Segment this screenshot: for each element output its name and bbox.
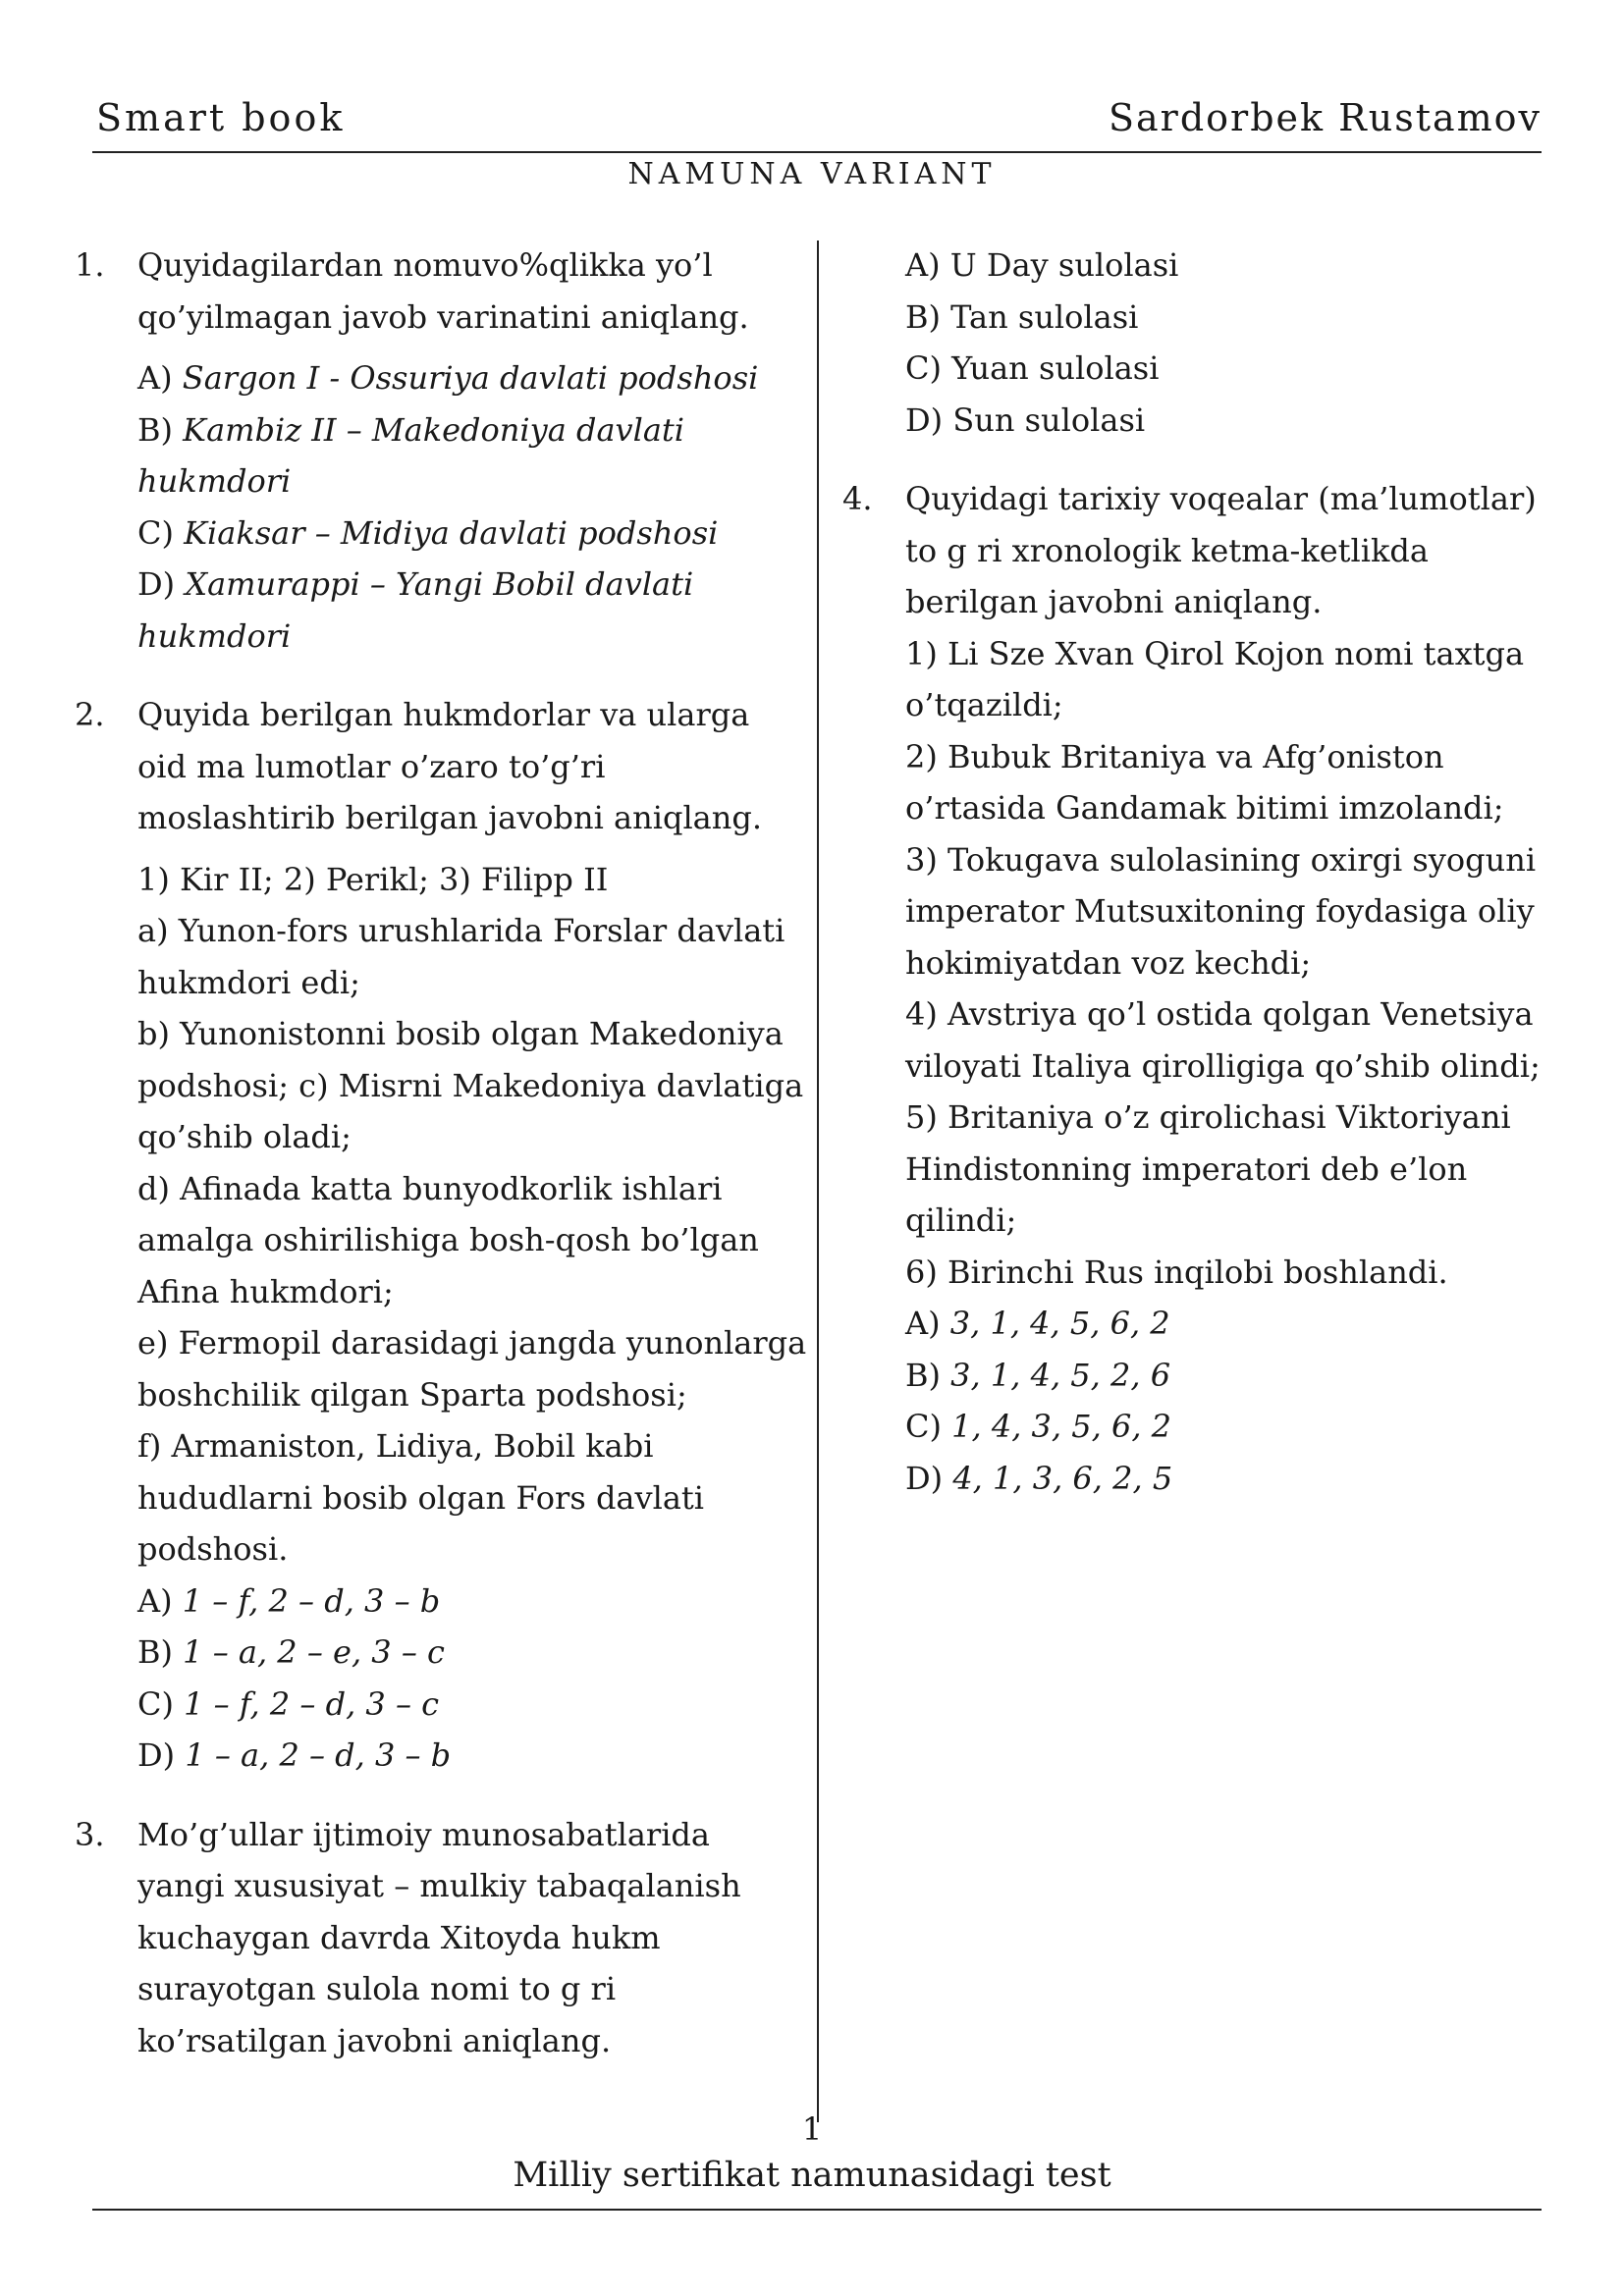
question-text: Quyidagilardan nomuvo%qlikka yo’l — [137, 246, 713, 284]
option-a: A) 1 – f, 2 – d, 3 – b — [137, 1581, 441, 1620]
event-line: Hindistonning imperatori deb e’lon — [905, 1149, 1468, 1188]
event-line: 4) Avstriya qo’l ostida qolgan Venetsiya — [905, 995, 1534, 1033]
page-number: 1 — [801, 2110, 823, 2148]
option-a: A) 3, 1, 4, 5, 6, 2 — [905, 1305, 1170, 1342]
left-column — [75, 240, 807, 2066]
event-line: o’rtasida Gandamak bitimi imzolandi; — [905, 789, 1504, 827]
event-line: o’tqazildi; — [905, 686, 1063, 723]
event-line: viloyati Italiya qirolligiga qo’shib olindi; — [905, 1046, 1541, 1085]
question-text: Quyidagi tarixiy voqealar (ma’lumotlar) — [905, 480, 1537, 517]
question-text: Quyida berilgan hukmdorlar va ularga — [137, 696, 750, 733]
question-text: qo’yilmagan javob varinatini aniqlang. — [137, 297, 749, 336]
matching-line: podshosi. — [137, 1530, 289, 1568]
matching-line: hukmdori edi; — [137, 963, 360, 1001]
question-text: to g ri xronologik ketma-ketlikda — [905, 531, 1429, 569]
column-divider — [817, 240, 819, 2122]
option-c: C) 1, 4, 3, 5, 6, 2 — [905, 1408, 1172, 1445]
option-d: D) Xamurappi – Yangi Bobil davlati — [137, 565, 694, 603]
question-4 — [842, 473, 1541, 1504]
right-column — [842, 240, 1541, 1504]
matching-line: hududlarni bosib olgan Fors davlati — [137, 1478, 704, 1517]
event-line: imperator Mutsuxitoning foydasiga oliy — [905, 892, 1535, 930]
option-c: C) Kiaksar – Midiya davlati podshosi — [137, 513, 719, 552]
matching-line: a) Yunon-fors urushlarida Forslar davlati — [137, 912, 785, 949]
option-b: B) 1 – a, 2 – e, 3 – c — [137, 1633, 445, 1671]
question-number: 1. — [75, 246, 105, 284]
question-text: surayotgan sulola nomi to g ri — [137, 1970, 617, 2007]
option-d: D) 1 – a, 2 – d, 3 – b — [137, 1736, 452, 1774]
event-line: 2) Bubuk Britaniya va Afg’oniston — [905, 737, 1444, 775]
header-left: Smart book — [96, 96, 346, 139]
option-c: C) 1 – f, 2 – d, 3 – c — [137, 1684, 440, 1723]
question-2 — [75, 689, 807, 1782]
question-text: oid ma lumotlar o’zaro to’g’ri — [137, 747, 606, 785]
footer-divider — [92, 2209, 1542, 2211]
option-b: B) 3, 1, 4, 5, 2, 6 — [905, 1356, 1171, 1394]
matching-line: 1) Kir II; 2) Perikl; 3) Filipp II — [137, 860, 609, 898]
event-line: qilindi; — [905, 1201, 1017, 1239]
option-b-continued: hukmdori — [137, 462, 292, 500]
question-text: kuchaygan davrda Xitoyda hukm — [137, 1918, 661, 1956]
option-d-continued: hukmdori — [137, 616, 292, 655]
event-line: 6) Birinchi Rus inqilobi boshlandi. — [905, 1253, 1448, 1291]
matching-line: amalga oshirilishiga bosh-qosh bo’lgan — [137, 1221, 759, 1258]
header-right: Sardorbek Rustamov — [1108, 96, 1542, 139]
event-line: hokimiyatdan voz kechdi; — [905, 943, 1312, 982]
option-b: B) Kambiz II – Makedoniya davlati — [137, 410, 685, 449]
question-1 — [75, 240, 772, 662]
question-3-options — [842, 240, 1530, 446]
matching-line: b) Yunonistonni bosib olgan Makedoniya — [137, 1015, 784, 1052]
event-line: 1) Li Sze Xvan Qirol Kojon nomi taxtga — [905, 634, 1525, 672]
matching-line: qo’shib oladi; — [137, 1118, 352, 1155]
question-text: yangi xususiyat – mulkiy tabaqalanish — [137, 1867, 741, 1904]
question-text: moslashtirib berilgan javobni aniqlang. — [137, 799, 763, 836]
matching-line: f) Armaniston, Lidiya, Bobil kabi — [137, 1427, 654, 1465]
question-number: 2. — [75, 696, 105, 733]
event-line: 3) Tokugava sulolasining oxirgi syoguni — [905, 840, 1537, 879]
question-number: 3. — [75, 1815, 105, 1853]
question-text: ko’rsatilgan javobni aniqlang. — [137, 2021, 612, 2059]
option-b: B) Tan sulolasi — [905, 297, 1139, 336]
footer-text: Milliy sertifikat namunasidagi test — [513, 2156, 1111, 2195]
question-3 — [75, 1809, 772, 2067]
question-text: Mo’g’ullar ijtimoiy munosabatlarida — [137, 1815, 710, 1853]
option-a: A) Sargon I - Ossuriya davlati podshosi — [137, 359, 759, 397]
option-d: D) Sun sulolasi — [905, 400, 1146, 439]
matching-line: e) Fermopil darasidagi jangda yunonlarga — [137, 1324, 807, 1362]
question-number: 4. — [842, 480, 873, 517]
matching-line: podshosi; c) Misrni Makedoniya davlatiga — [137, 1066, 804, 1104]
option-a: A) U Day sulolasi — [905, 246, 1179, 284]
matching-line: Afina hukmdori; — [137, 1272, 394, 1310]
matching-line: boshchilik qilgan Sparta podshosi; — [137, 1375, 687, 1414]
header-divider — [92, 151, 1542, 153]
option-c: C) Yuan sulolasi — [905, 349, 1160, 387]
question-text: berilgan javobni aniqlang. — [905, 583, 1323, 620]
variant-title: NAMUNA VARIANT — [627, 157, 997, 191]
event-line: 5) Britaniya o’z qirolichasi Viktoriyani — [905, 1098, 1511, 1136]
option-d: D) 4, 1, 3, 6, 2, 5 — [905, 1459, 1173, 1497]
matching-line: d) Afinada katta bunyodkorlik ishlari — [137, 1169, 723, 1207]
